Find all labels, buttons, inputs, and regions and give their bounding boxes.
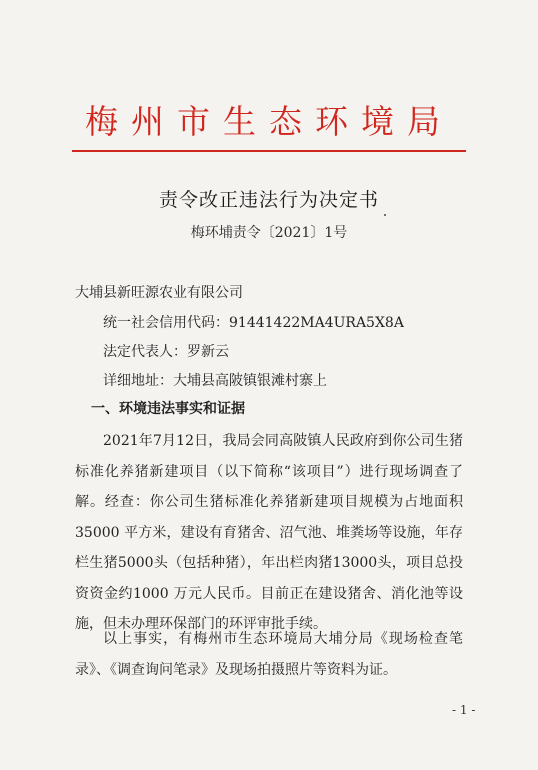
scan-speck: [384, 214, 386, 216]
agency-header: 梅州市生态环境局: [85, 102, 453, 141]
detailed-address: 详细地址：大埔县高陂镇银滩村寨上: [103, 373, 327, 389]
recipient-name: 大埔县新旺源农业有限公司: [75, 285, 243, 301]
legal-representative: 法定代表人：罗新云: [103, 344, 229, 360]
page-number: - 1 -: [452, 703, 476, 717]
document-title: 责令改正违法行为决定书: [158, 189, 379, 211]
document-number: 梅环埔责令〔2021〕1号: [190, 225, 348, 241]
facts-paragraph: [75, 426, 463, 640]
section-heading-facts: 一、环境违法事实和证据: [91, 401, 245, 417]
credit-code: 统一社会信用代码：91441422MA4URA5X8A: [103, 315, 404, 331]
evidence-text: 以上事实，有梅州市生态环境局大埔分局《现场检查笔录》、《调查询问笔录》及现场拍摄照片等资料为证。: [75, 631, 463, 678]
evidence-paragraph: [75, 624, 463, 685]
facts-text: 2021年7月12日，我局会同高陂镇人民政府到你公司生猪标准化养猪新建项目（以下简称“该项目”）进行现场调查了解。经查：你公司生猪标准化养猪新建项目规模为占地面积 35000 平方米，建设有育猪舍、沼气池、堆粪场等设施，年存栏生猪5000头（包括种猪），年出栏肉猪13000头，项目总投资资金约1000 万元人民币。目前正在建设猪舍、消化池等设施，但未办理环保部门的环评审批手续。: [75, 433, 463, 632]
red-divider: [72, 150, 466, 152]
